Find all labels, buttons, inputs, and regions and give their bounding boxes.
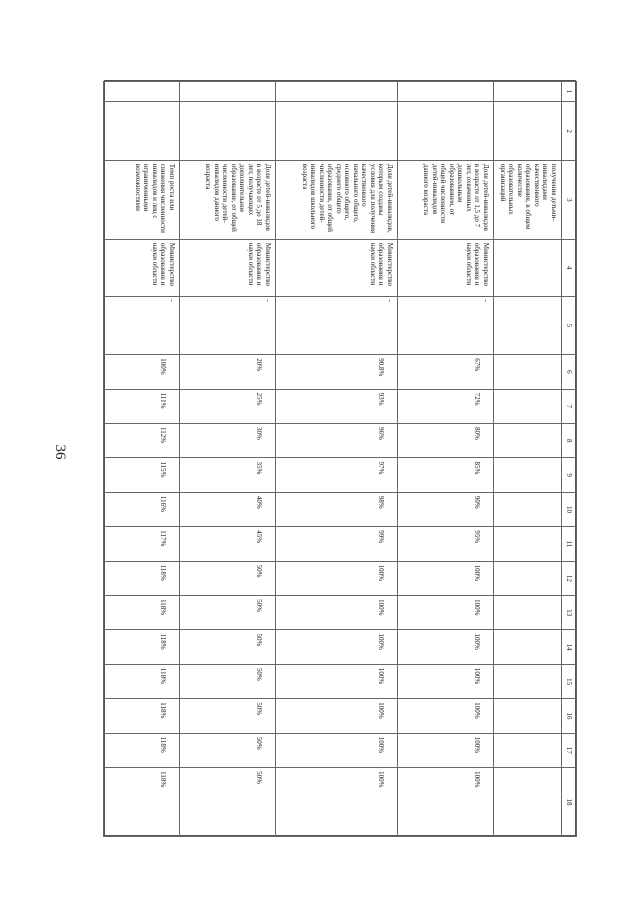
table-row	[494, 82, 562, 837]
responsible-agency: Министерство образования и науки области	[398, 239, 494, 296]
column-number: 1	[562, 82, 577, 102]
column-number: 14	[562, 630, 577, 664]
column-number: 13	[562, 596, 577, 630]
indicator-value: 100%	[398, 699, 494, 733]
indicator-value: 30%	[180, 424, 276, 458]
indicator-name: получения детьми-инвалидами качественного образования, в общем количестве образовательных организаций	[494, 160, 562, 239]
indicator-value: 20%	[180, 355, 276, 389]
indicator-value: 67%	[398, 355, 494, 389]
cell-col-1	[494, 82, 562, 102]
indicator-value: 25%	[180, 389, 276, 423]
indicator-value: 93%	[276, 389, 398, 423]
indicator-value: 50%	[180, 630, 276, 664]
indicator-value: 50%	[180, 768, 276, 837]
column-number: 15	[562, 664, 577, 698]
indicator-value	[494, 596, 562, 630]
cell-col-1	[180, 82, 276, 102]
indicators-table-rotated	[105, 81, 577, 837]
indicator-value: 99%	[276, 527, 398, 561]
column-number: 4	[562, 239, 577, 296]
indicator-name: Доля детей-инвалидов в возрасте от 1,5 до 7 лет, охваченных дошкольным образованием, от общей численности детей-инвалидов данного возраста	[398, 160, 494, 239]
column-number: 11	[562, 527, 577, 561]
indicator-value: 40%	[180, 492, 276, 526]
indicator-value: 118%	[104, 699, 180, 733]
indicator-value: 85%	[398, 458, 494, 492]
indicator-value: 96%	[276, 424, 398, 458]
responsible-agency: Министерство образования и науки области	[104, 239, 180, 296]
cell-col-2	[398, 102, 494, 161]
indicator-value: 90,8%	[276, 355, 398, 389]
indicator-value: 100%	[276, 733, 398, 767]
indicator-value	[494, 492, 562, 526]
indicator-value: 50%	[180, 596, 276, 630]
cell-col-1	[276, 82, 398, 102]
table-body	[104, 82, 577, 837]
indicator-name: Темп роста или снижения численности инвалидов и лиц с ограниченными возможностями	[104, 160, 180, 239]
cell-col-2	[180, 102, 276, 161]
cell-col-5: -	[398, 296, 494, 355]
indicator-value	[494, 527, 562, 561]
cell-col-5: -	[104, 296, 180, 355]
indicator-value: 95%	[398, 527, 494, 561]
indicator-value: 118%	[104, 561, 180, 595]
cell-col-1	[398, 82, 494, 102]
indicator-value: 100%	[276, 699, 398, 733]
indicator-value: 100%	[398, 768, 494, 837]
indicator-value: 72%	[398, 389, 494, 423]
indicators-table-frame	[104, 80, 576, 836]
column-number: 5	[562, 296, 577, 355]
indicator-value: 100%	[276, 630, 398, 664]
indicator-value: 100%	[276, 664, 398, 698]
indicator-value	[494, 733, 562, 767]
indicator-value: 97%	[276, 458, 398, 492]
column-number: 3	[562, 160, 577, 239]
indicator-value	[494, 664, 562, 698]
responsible-agency	[494, 239, 562, 296]
cell-col-5: -	[180, 296, 276, 355]
column-number: 8	[562, 424, 577, 458]
table-row	[398, 82, 494, 837]
indicator-value: 100%	[398, 664, 494, 698]
indicator-value: 100%	[398, 733, 494, 767]
indicator-value: 111%	[104, 389, 180, 423]
indicator-value: 118%	[104, 664, 180, 698]
indicator-value: 118%	[104, 630, 180, 664]
indicator-value: 80%	[398, 424, 494, 458]
column-number: 2	[562, 102, 577, 161]
indicator-name: Доля детей-инвалидов в возрасте от 5 до 18 лет, получающих дополнительное образование, от общей численности детей-инвалидов данного возраста	[180, 160, 276, 239]
indicator-value: 50%	[180, 733, 276, 767]
indicator-value	[494, 699, 562, 733]
indicator-value: 118%	[104, 596, 180, 630]
indicator-value: 98%	[276, 492, 398, 526]
cell-col-1	[104, 82, 180, 102]
indicator-name: Доля детей-инвалидов, которым созданы условия для получения качественного начального общего, основного общего, среднего общего образования, от общей численности детей-инвалидов школьного возраста	[276, 160, 398, 239]
indicator-value: 90%	[398, 492, 494, 526]
table-row	[104, 82, 180, 837]
indicator-value: 100%	[398, 561, 494, 595]
column-number: 16	[562, 699, 577, 733]
column-number: 6	[562, 355, 577, 389]
cell-col-5	[494, 296, 562, 355]
indicator-value	[494, 630, 562, 664]
indicator-value: 116%	[104, 492, 180, 526]
indicator-value: 100%	[398, 596, 494, 630]
indicators-table	[103, 81, 577, 837]
indicator-value	[494, 424, 562, 458]
indicator-value: 100%	[104, 355, 180, 389]
indicator-value: 50%	[180, 699, 276, 733]
indicator-value	[494, 561, 562, 595]
indicator-value: 50%	[180, 664, 276, 698]
column-number: 9	[562, 458, 577, 492]
indicator-value	[494, 458, 562, 492]
column-number: 17	[562, 733, 577, 767]
indicator-value	[494, 768, 562, 837]
table-row	[180, 82, 276, 837]
indicator-value: 100%	[276, 561, 398, 595]
indicator-value	[494, 389, 562, 423]
indicator-value: 118%	[104, 733, 180, 767]
indicator-value: 100%	[276, 596, 398, 630]
page-number: 36	[52, 444, 68, 460]
column-number: 12	[562, 561, 577, 595]
responsible-agency: Министерство образования и науки области	[276, 239, 398, 296]
indicator-value: 100%	[276, 768, 398, 837]
indicator-value: 115%	[104, 458, 180, 492]
column-number: 10	[562, 492, 577, 526]
responsible-agency: Министерство образования и науки области	[180, 239, 276, 296]
indicator-value: 117%	[104, 527, 180, 561]
indicator-value: 100%	[398, 630, 494, 664]
indicator-value: 112%	[104, 424, 180, 458]
cell-col-2	[276, 102, 398, 161]
indicator-value	[494, 355, 562, 389]
header-row	[562, 82, 577, 837]
cell-col-2	[104, 102, 180, 161]
indicator-value: 35%	[180, 458, 276, 492]
indicator-value: 118%	[104, 768, 180, 837]
indicator-value: 50%	[180, 561, 276, 595]
cell-col-2	[494, 102, 562, 161]
column-number: 18	[562, 768, 577, 837]
table-row	[276, 82, 398, 837]
column-number: 7	[562, 389, 577, 423]
indicator-value: 45%	[180, 527, 276, 561]
cell-col-5: -	[276, 296, 398, 355]
